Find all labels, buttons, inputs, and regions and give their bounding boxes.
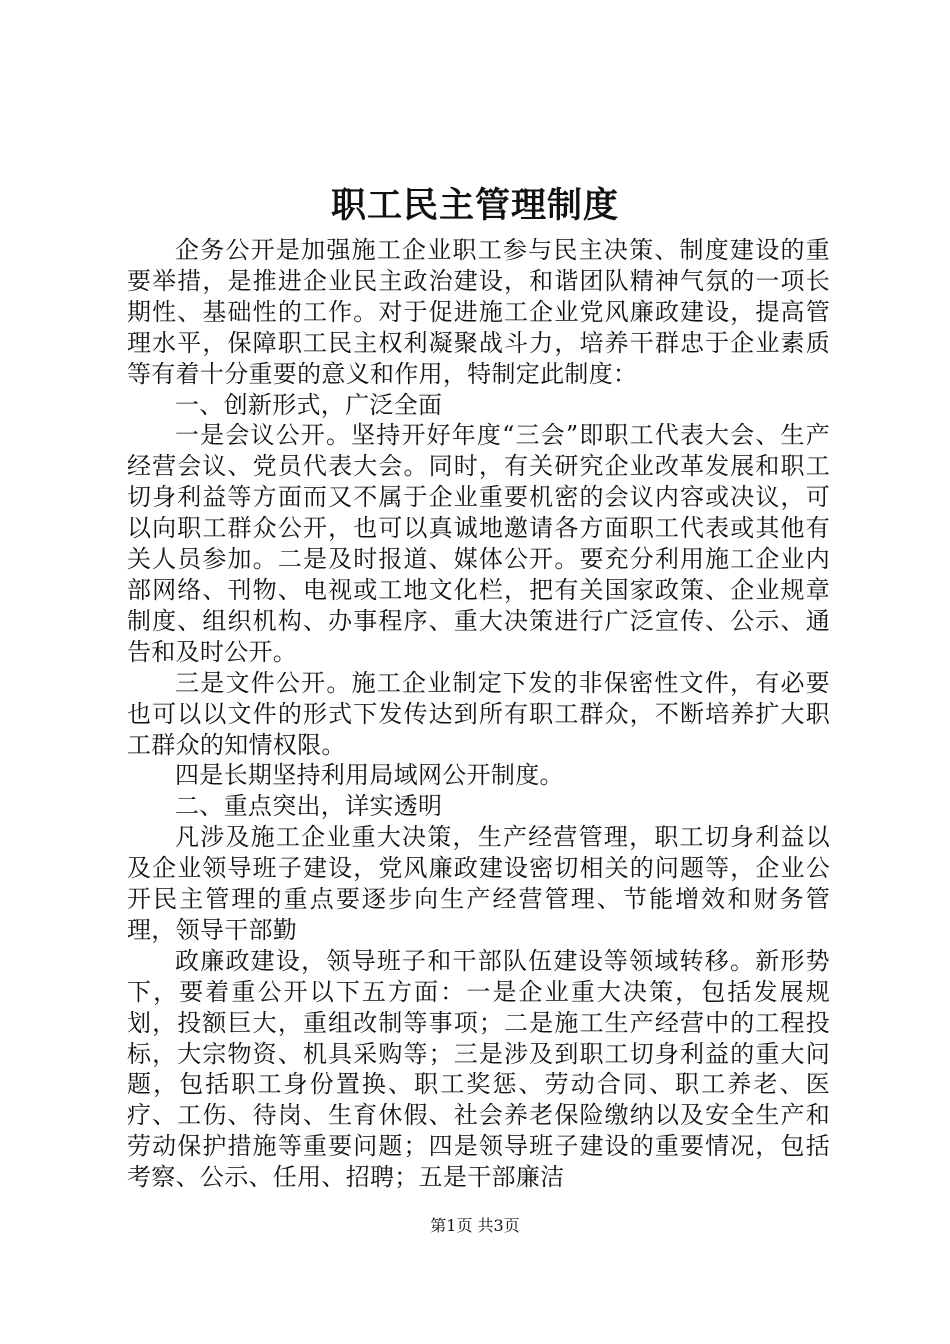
paragraph-lan-disclosure: 四是长期坚持利用局域网公开制度。 [175, 761, 564, 790]
document-title: 职工民主管理制度 [330, 185, 619, 226]
paragraph-key-points: 凡涉及施工企业重大决策，生产经营管理，职工切身利益以及企业领导班子建设，党风廉政建设密切相关的问题等，企业公开民主管理的重点要逐步向生产经营管理、节能增效和财务管理，领导干部勤 [127, 823, 830, 944]
paragraph-document-disclosure: 三是文件公开。施工企业制定下发的非保密性文件，有必要也可以以文件的形式下发传达到所有职工群众，不断培养扩大职工群众的知情权限。 [127, 668, 830, 759]
paragraph-intro: 企务公开是加强施工企业职工参与民主决策、制度建设的重要举措，是推进企业民主政治建设，和谐团队精神气氛的一项长期性、基础性的工作。对于促进施工企业党风廉政建设，提高管理水平，保障职工民主权利凝聚战斗力，培养干群忠于企业素质等有着十分重要的意义和作用，特制定此制度： [127, 236, 830, 388]
section-heading-1: 一、创新形式，广泛全面 [175, 390, 443, 419]
paragraph-meeting-disclosure: 一是会议公开。坚持开好年度“三会”即职工代表大会、生产经营会议、党员代表大会。同时，有关研究企业改革发展和职工切身利益等方面而又不属于企业重要机密的会议内容或决议，可以向职工群众公开，也可以真诚地邀请各方面职工代表或其他有关人员参加。二是及时报道、媒体公开。要充分利用施工企业内部网络、刊物、电视或工地文化栏，把有关国家政策、企业规章制度、组织机构、办事程序、重大决策进行广泛宣传、公示、通告和及时公开。 [127, 421, 830, 666]
paragraph-five-aspects: 政廉政建设，领导班子和干部队伍建设等领域转移。新形势下，要着重公开以下五方面：一是企业重大决策，包括发展规划，投额巨大，重组改制等事项；二是施工生产经营中的工程投标，大宗物资、机具采购等；三是涉及到职工切身利益的重大问题，包括职工身份置换、职工奖惩、劳动合同、职工养老、医疗、工伤、待岗、生育休假、社会养老保险缴纳以及安全生产和劳动保护措施等重要问题；四是领导班子建设的重要情况，包括考察、公示、任用、招聘；五是干部廉洁 [127, 946, 830, 1192]
section-heading-2: 二、重点突出，详实透明 [175, 792, 443, 821]
page-footer: 第1页 共3页 [430, 1216, 520, 1235]
document-body [127, 235, 830, 1193]
